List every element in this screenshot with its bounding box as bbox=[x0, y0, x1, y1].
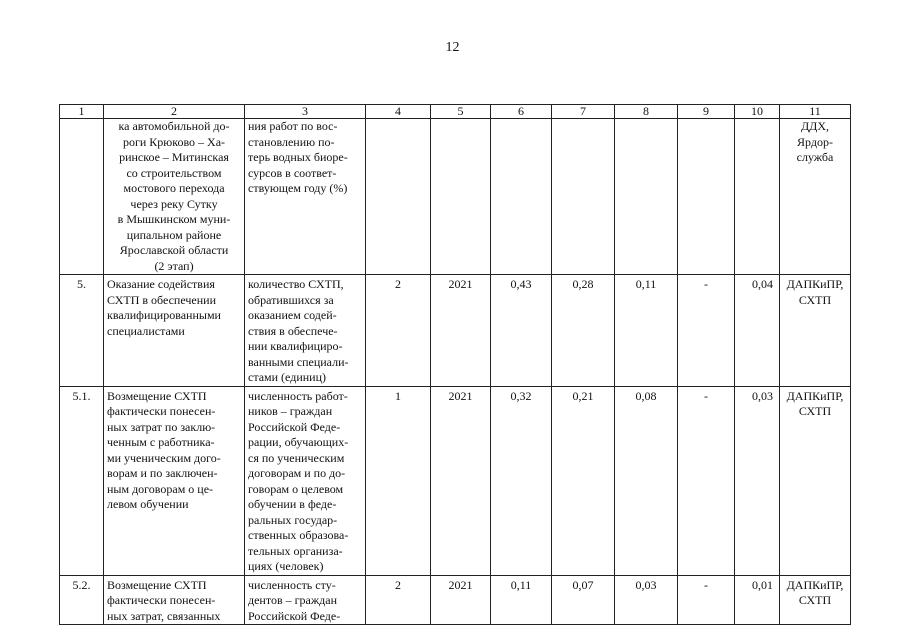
measure-cell: Возмещение СХТП фактически понесен- ных затрат по заклю- ченным с работника- ми ученическим дого- ворам и по заключен- ным договорам о це- левом обучении bbox=[104, 386, 245, 575]
indicator-cell: количество СХТП, обратившихся за оказанием содей- ствия в обеспече- нии квалифициро- ванными специали- стами (единиц) bbox=[245, 275, 366, 387]
value-cell: 2 bbox=[366, 275, 431, 387]
value-cell: 0,04 bbox=[735, 275, 780, 387]
value-cell: 0,28 bbox=[552, 275, 615, 387]
value-cell bbox=[552, 119, 615, 275]
page-number: 12 bbox=[445, 40, 460, 55]
row-number: 5. bbox=[60, 275, 104, 387]
year-cell: 2021 bbox=[431, 575, 491, 625]
indicator-cell: численность сту- дентов – граждан Российской Феде- bbox=[245, 575, 366, 625]
value-cell: 0,32 bbox=[491, 386, 552, 575]
header-cell: 3 bbox=[245, 105, 366, 119]
value-cell bbox=[366, 119, 431, 275]
row-number bbox=[60, 119, 104, 275]
value-cell bbox=[615, 119, 678, 275]
value-cell: - bbox=[678, 575, 735, 625]
value-cell: 0,11 bbox=[615, 275, 678, 387]
measure-cell: Возмещение СХТП фактически понесен- ных затрат, связанных bbox=[104, 575, 245, 625]
value-cell: - bbox=[678, 275, 735, 387]
value-cell: 0,03 bbox=[735, 386, 780, 575]
value-cell: 0,43 bbox=[491, 275, 552, 387]
executor-cell: ДАПКиПР, СХТП bbox=[780, 386, 851, 575]
table-header-row bbox=[60, 105, 851, 119]
value-cell: 2 bbox=[366, 575, 431, 625]
header-cell: 9 bbox=[678, 105, 735, 119]
executor-cell: ДАПКиПР, СХТП bbox=[780, 575, 851, 625]
header-cell: 4 bbox=[366, 105, 431, 119]
value-cell: 0,21 bbox=[552, 386, 615, 575]
year-cell bbox=[431, 119, 491, 275]
header-cell: 2 bbox=[104, 105, 245, 119]
value-cell bbox=[678, 119, 735, 275]
measure-cell: Оказание содействия СХТП в обеспечении квалифицированными специалистами bbox=[104, 275, 245, 387]
executor-cell: ДДХ, Ярдор- служба bbox=[780, 119, 851, 275]
executor-cell: ДАПКиПР, СХТП bbox=[780, 275, 851, 387]
header-cell: 11 bbox=[780, 105, 851, 119]
header-cell: 5 bbox=[431, 105, 491, 119]
value-cell: 0,07 bbox=[552, 575, 615, 625]
value-cell: 0,08 bbox=[615, 386, 678, 575]
value-cell: 0,11 bbox=[491, 575, 552, 625]
header-cell: 7 bbox=[552, 105, 615, 119]
value-cell: - bbox=[678, 386, 735, 575]
measures-table bbox=[59, 104, 851, 625]
header-cell: 6 bbox=[491, 105, 552, 119]
header-cell: 1 bbox=[60, 105, 104, 119]
row-number: 5.2. bbox=[60, 575, 104, 625]
header-cell: 8 bbox=[615, 105, 678, 119]
value-cell: 0,01 bbox=[735, 575, 780, 625]
indicator-cell: численность работ- ников – граждан Российской Феде- рации, обучающих- ся по ученическим договорам и по до- говорам о целевом обучении в феде- ральных государ- ственных образова- тельных организа- циях (человек) bbox=[245, 386, 366, 575]
indicator-cell: ния работ по вос- становлению по- терь водных биоре- сурсов в соответ- ствующем году (%) bbox=[245, 119, 366, 275]
table-row bbox=[60, 386, 851, 575]
row-number: 5.1. bbox=[60, 386, 104, 575]
value-cell bbox=[735, 119, 780, 275]
measure-cell: ка автомобильной до- роги Крюково – Ха- ринское – Митинская со строительством мостового перехода через реку Сутку в Мышкинском муни- ципальном районе Ярославской области (2 этап) bbox=[104, 119, 245, 275]
value-cell: 1 bbox=[366, 386, 431, 575]
value-cell bbox=[491, 119, 552, 275]
table-row bbox=[60, 575, 851, 625]
table-row bbox=[60, 119, 851, 275]
value-cell: 0,03 bbox=[615, 575, 678, 625]
year-cell: 2021 bbox=[431, 386, 491, 575]
year-cell: 2021 bbox=[431, 275, 491, 387]
header-cell: 10 bbox=[735, 105, 780, 119]
table-row bbox=[60, 275, 851, 387]
